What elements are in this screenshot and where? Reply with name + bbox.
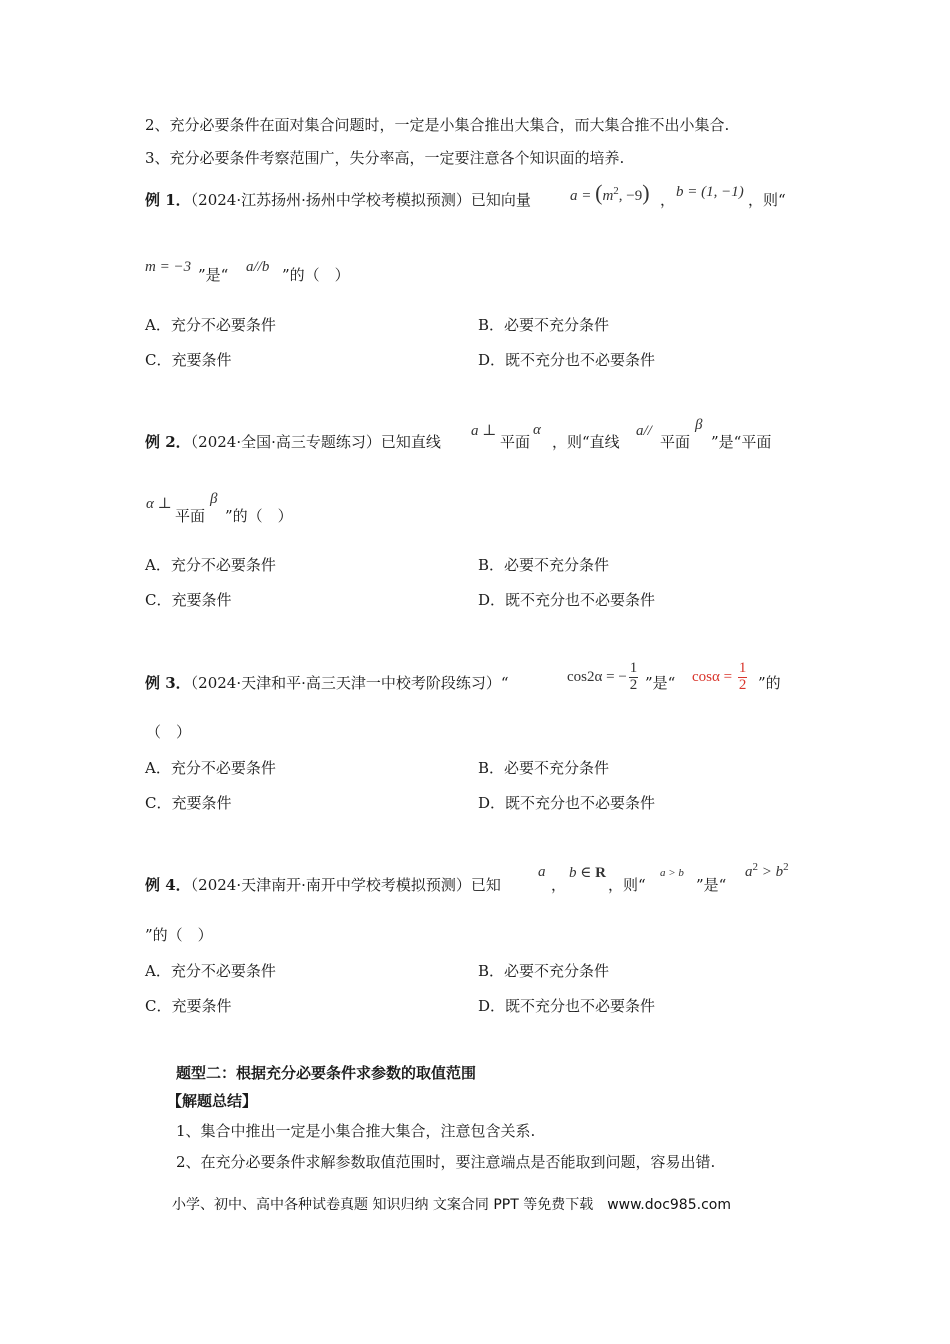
intro-line-3: 3、充分必要条件考察范围广，失分率高，一定要注意各个知识面的培养. (145, 149, 625, 167)
paren-3: （ ） (146, 723, 192, 741)
beta-2: β (210, 491, 218, 507)
a-parallel: a// (636, 423, 652, 439)
section-2-title: 题型二：根据充分必要条件求参数的取值范围 (176, 1064, 477, 1082)
ex1-option-b: B．必要不充分条件 (478, 316, 610, 334)
example-2-source: （2024·全国·高三专题练习）已知直线 (190, 433, 441, 451)
alpha-perp: α ⊥ (146, 496, 172, 512)
beta-1: β (695, 417, 703, 433)
ex4-option-d: D．既不充分也不必要条件 (478, 997, 656, 1015)
then-4: ，则“ (608, 876, 646, 894)
of-paren: ”的（ ） (282, 266, 350, 284)
comma-sep: ， (660, 191, 676, 209)
summary-item-1: 1、集合中推出一定是小集合推大集合，注意包含关系. (176, 1122, 536, 1140)
ex2-option-b: B．必要不充分条件 (478, 556, 610, 574)
condition-m: m = −3 (145, 259, 192, 275)
ex1-option-a: A．充分不必要条件 (145, 316, 276, 334)
ex2-option-c: C．充要条件 (145, 591, 232, 609)
a-gt-b: a > b (660, 867, 684, 879)
then-quote: ，则“ (748, 191, 786, 209)
ex1-option-d: D．既不充分也不必要条件 (478, 351, 656, 369)
cosalpha-condition: cosα = $\frac{1}{2}$ (692, 660, 747, 693)
ex3-option-b: B．必要不充分条件 (478, 759, 610, 777)
example-2-question (145, 435, 441, 450)
footer-text: 小学、初中、高中各种试卷真题 知识归纳 文案合同 PPT 等免费下载 www.doc985.com (172, 1197, 731, 1213)
example-3-source: （2024·天津和平·高三天津一中校考阶段练习）“ (190, 674, 509, 692)
comma-4: ， (551, 876, 567, 894)
example-2-label: 例 2． (145, 433, 191, 451)
plane-word-3: 平面 (175, 507, 206, 525)
example-1-label: 例 1． (145, 191, 191, 209)
squares-condition: $a^2 > b^2$ (745, 861, 789, 880)
plane-word-2: 平面 (660, 433, 691, 451)
a-perp: a ⊥ (471, 423, 497, 439)
of-3: ”的 (758, 674, 781, 692)
ex4-option-b: B．必要不充分条件 (478, 962, 610, 980)
alpha-1: α (533, 422, 541, 438)
ex3-option-d: D．既不充分也不必要条件 (478, 794, 656, 812)
then-line: ，则“直线 (552, 433, 620, 451)
ex2-option-d: D．既不充分也不必要条件 (478, 591, 656, 609)
plane-word-1: 平面 (500, 433, 531, 451)
of-paren-2: ”的（ ） (225, 507, 293, 525)
ex3-option-c: C．充要条件 (145, 794, 232, 812)
var-a: a (538, 864, 546, 880)
example-4-label: 例 4． (145, 876, 191, 894)
example-1-source: （2024·江苏扬州·扬州中学校考模拟预测）已知向量 (190, 191, 531, 209)
ex2-option-a: A．充分不必要条件 (145, 556, 276, 574)
b-in-R: b ∈ R (569, 865, 606, 881)
parallel-condition: a//b (246, 259, 270, 275)
intro-line-2: 2、充分必要条件在面对集合问题时，一定是小集合推出大集合，而大集合推不出小集合. (145, 116, 730, 134)
is-quote-4: ”是“ (696, 876, 727, 894)
ex3-option-a: A．充分不必要条件 (145, 759, 276, 777)
example-4-source: （2024·天津南开·南开中学校考模拟预测）已知 (190, 876, 501, 894)
cos2alpha-condition: cos2α = − $\frac{1}{2}$ (567, 660, 638, 693)
ex4-option-a: A．充分不必要条件 (145, 962, 276, 980)
example-4-question (145, 878, 501, 893)
summary-title: 【解题总结】 (167, 1092, 258, 1110)
summary-item-2: 2、在充分必要条件求解参数取值范围时，要注意端点是否能取到问题，容易出错. (176, 1153, 716, 1171)
example-1-question (145, 193, 531, 208)
ex1-option-c: C．充要条件 (145, 351, 232, 369)
example-3-label: 例 3． (145, 674, 191, 692)
ex4-option-c: C．充要条件 (145, 997, 232, 1015)
is-quote: ”是“ (198, 266, 229, 284)
vector-b-formula: b = (1, −1) (676, 184, 744, 200)
is-plane: ”是“平面 (711, 433, 772, 451)
vector-a-formula: $a = (m^2$, −9) (570, 180, 650, 205)
example-3-question (145, 676, 509, 691)
of-paren-4: ”的（ ） (145, 926, 213, 944)
is-quote-3: ”是“ (645, 674, 676, 692)
